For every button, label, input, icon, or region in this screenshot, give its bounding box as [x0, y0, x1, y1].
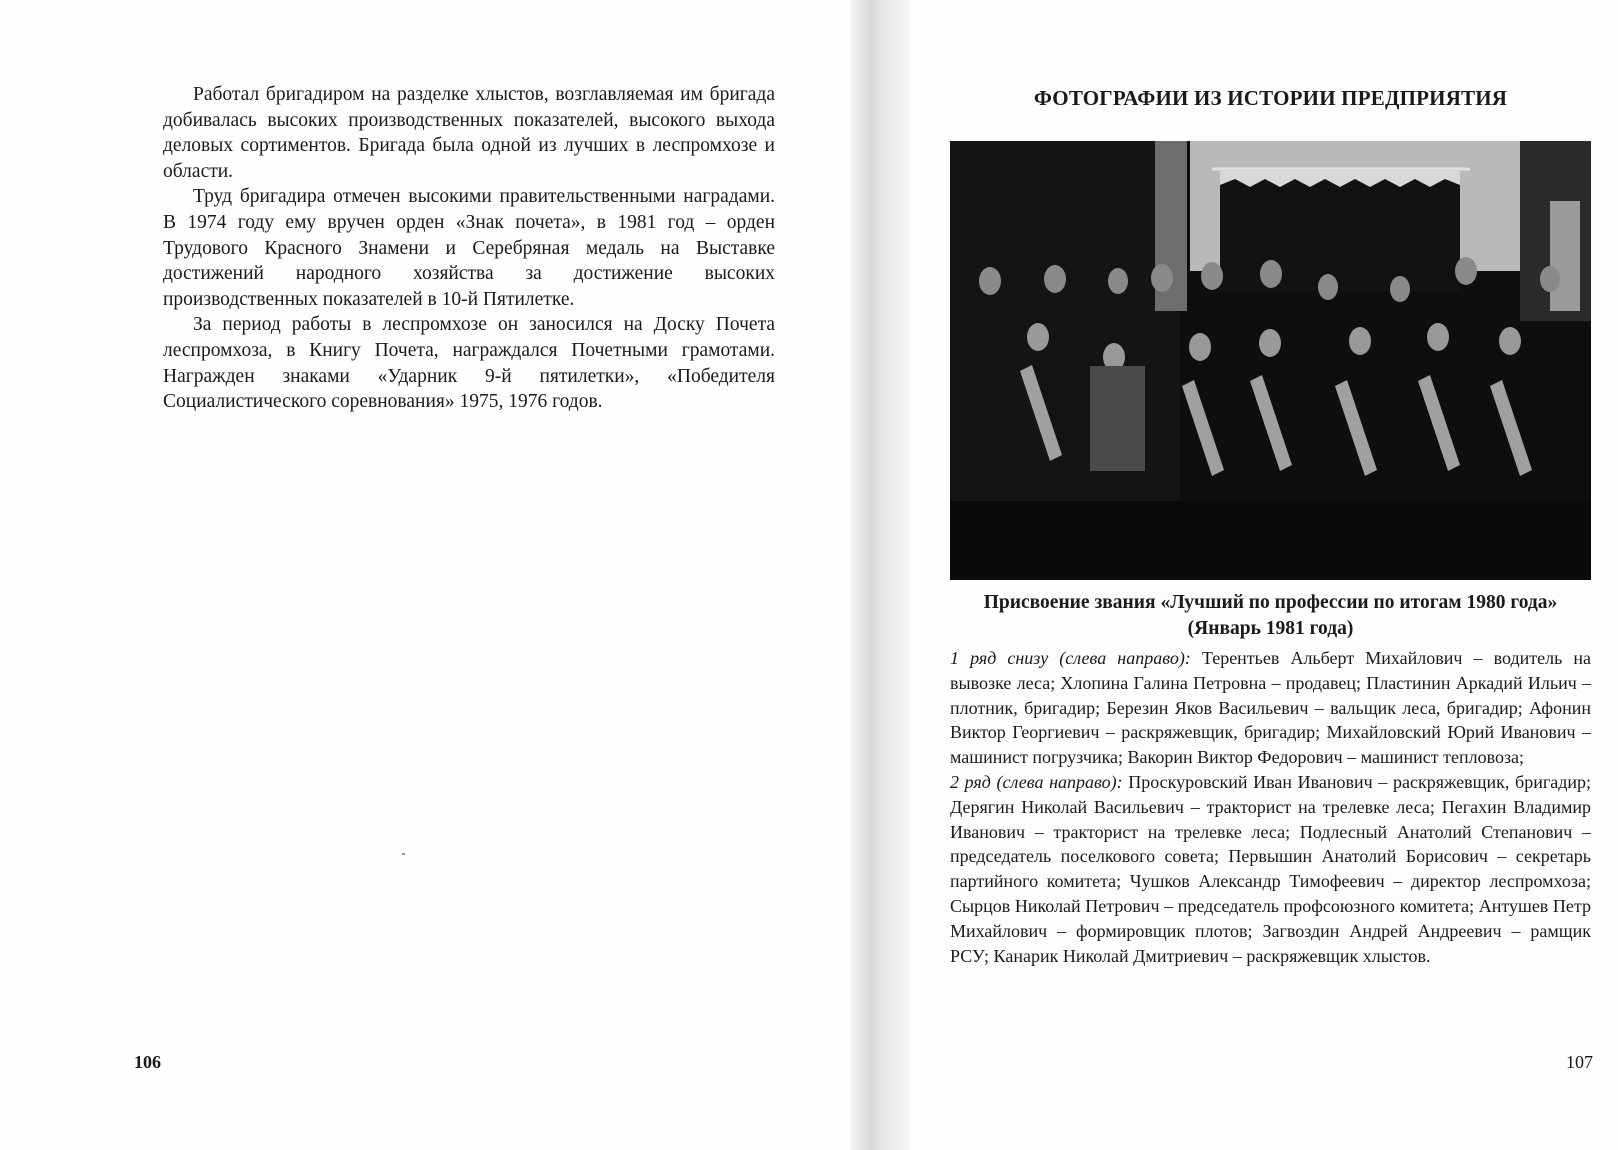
- photo-caption-body: [950, 646, 1591, 968]
- row1-names: Терентьев Альберт Михайлович – водитель на вывозке леса; Хлопина Галина Петровна – продавец; Пластинин Аркадий Ильич – плотник, бригадир; Березин Яков Васильевич – вальщик леса, бригадир; Афонин Виктор Георгиевич – раскряжевщик, бригадир; Михайловский Юрий Иванович – машинист погрузчика; Вакорин Виктор Федорович – машинист тепловоза;: [950, 648, 1591, 768]
- paragraph: Труд бригадира отмечен высокими правительственными наградами. В 1974 году ему вручен орден «Знак почета», в 1981 год – орден Трудового Красного Знамени и Серебряная медаль на Выставке достижений народного хозяйства за достижение высоких производственных показателей в 10-й Пятилетке.: [163, 186, 775, 310]
- paragraph: Работал бригадиром на разделке хлыстов, возглавляемая им бригада добивалась высоких производственных показателей, высокого выхода деловых сортиментов. Бригада была одной из лучших в леспромхозе и области.: [163, 84, 775, 182]
- group-photo: [950, 141, 1591, 580]
- paragraph: За период работы в леспромхозе он заносился на Доску Почета леспромхоза, в Книгу Почета, награждался Почетными грамотами. Награжден знаками «Ударник 9-й пятилетки», «Победителя Социалистического соревнования» 1975, 1976 годов.: [163, 314, 775, 413]
- row1-label: 1 ряд снизу (слева направо):: [950, 648, 1191, 668]
- photo-caption-title: [950, 590, 1591, 642]
- book-gutter: [850, 0, 910, 1150]
- caption-title-line: Присвоение звания «Лучший по профессии по итогам 1980 года»: [983, 592, 1558, 613]
- page-number-left: 106: [134, 1052, 161, 1072]
- caption-row1: [950, 646, 1591, 770]
- section-heading: ФОТОГРАФИИ ИЗ ИСТОРИИ ПРЕДПРИЯТИЯ: [1033, 86, 1508, 110]
- caption-title-date: (Январь 1981 года): [1187, 618, 1354, 639]
- page-number-right: 107: [1566, 1052, 1593, 1072]
- group-photo-image: [950, 141, 1591, 580]
- row2-label: 2 ряд (слева направо):: [950, 771, 1123, 792]
- left-page-body: [163, 82, 775, 415]
- print-speck: [402, 853, 405, 855]
- row2-names: Проскуровский Иван Иванович – раскряжевщик, бригадир; Дерягин Николай Васильевич – тракторист на трелевке леса; Пегахин Владимир Иванович – тракторист на трелевке леса; Подлесный Анатолий Степанович – председатель поселкового совета; Первышин Анатолий Борисович – секретарь партийного комитета; Чушков Александр Тимофеевич – директор леспромхоза; Сырцов Николай Петрович – председатель профсоюзного комитета; Антушев Петр Михайлович – формировщик плотов; Загвоздин Андрей Андреевич – рамщик РСУ; Канарик Николай Дмитриевич – раскряжевщик хлыстов.: [950, 771, 1591, 966]
- caption-row2: [950, 770, 1591, 968]
